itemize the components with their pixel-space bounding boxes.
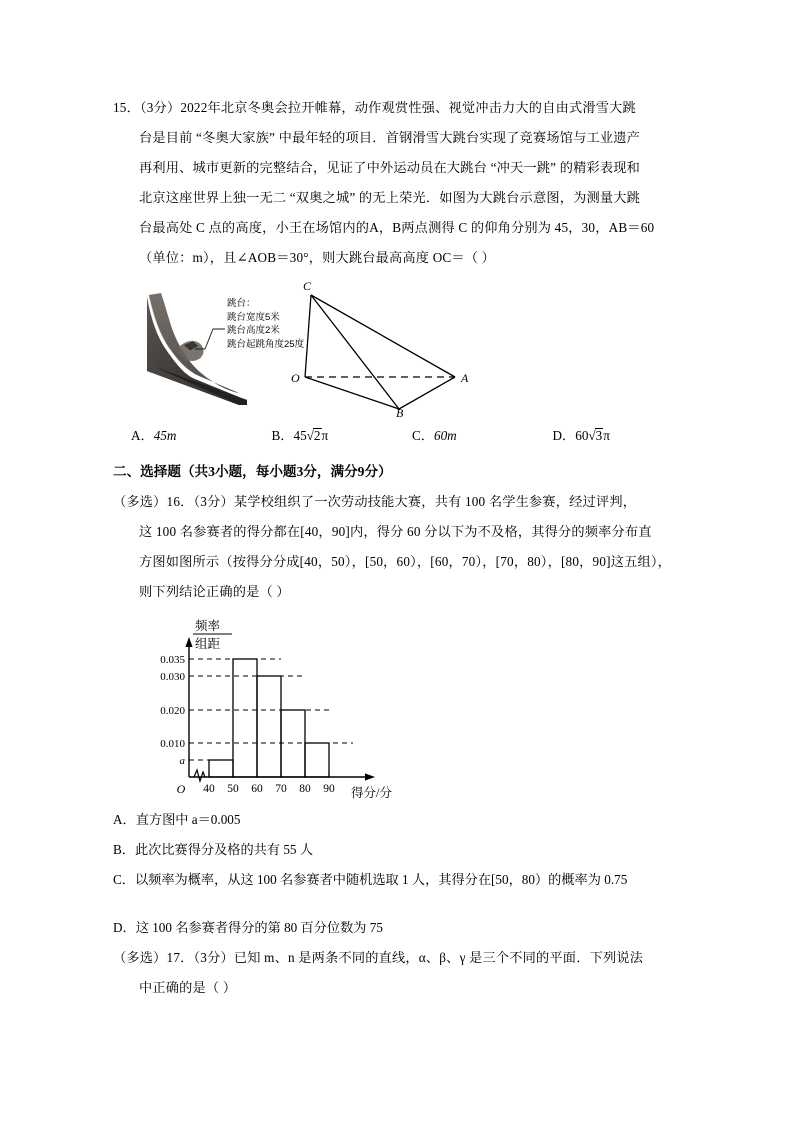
vertex-label-C: C: [303, 279, 312, 293]
xtick-label-2: 60: [251, 783, 263, 795]
y-axis-title-denominator: 组距: [195, 637, 221, 651]
q15-option-d-suffix: π: [603, 428, 610, 443]
q15-option-a-label: A．: [131, 428, 154, 443]
origin-label: O: [176, 782, 186, 796]
bar-50-60: [233, 659, 257, 777]
y-axis-arrow: [185, 637, 192, 647]
xtick-label-5: 90: [323, 783, 335, 795]
bar-70-80: [281, 710, 305, 777]
xtick-label-1: 50: [227, 783, 239, 795]
q16-option-a[interactable]: A．直方图中 a＝0.005: [113, 812, 241, 827]
q16-line-3: 方图如图所示（按得分分成[40，50），[50，60），[60，70），[70，80），[80，90]这五组），: [139, 554, 672, 569]
q16-line-4: 则下列结论正确的是（ ）: [139, 584, 290, 599]
option-spacer: [113, 895, 693, 913]
question-16: [113, 487, 693, 943]
sqrt-icon: √: [306, 428, 314, 443]
q15-option-b-label: B．: [271, 428, 294, 443]
xtick-label-4: 80: [299, 783, 311, 795]
tetrahedron-diagram: [283, 279, 553, 417]
y-axis-title-numerator: 频率: [195, 619, 221, 633]
q17-line-2: 中正确的是（ ）: [139, 980, 237, 995]
q16-line-2: 这 100 名参赛者的得分都在[40，90]内，得分 60 分以下为不及格，其得分的频率分布直: [139, 524, 652, 539]
frequency-histogram: [155, 615, 425, 805]
section-heading-2: 二、选择题（共3小题，每小题3分，满分9分）: [113, 464, 392, 479]
ramp-caption-line-3: 跳台高度2米: [227, 325, 280, 336]
q15-option-a-unit: m: [166, 428, 177, 443]
q15-line-3: 再利用、城市更新的完整结合，见证了中外运动员在大跳台 “冲天一跳” 的精彩表现和: [139, 160, 641, 175]
ytick-label-2: 0.020: [160, 705, 185, 717]
q15-option-c[interactable]: [412, 423, 553, 449]
vertex-label-O: O: [291, 371, 300, 385]
q15-option-c-value: 60: [433, 428, 448, 443]
q15-line-6: （单位：m），且∠AOB＝30°，则大跳台最高高度 OC＝（ ）: [139, 250, 496, 265]
vertex-label-B: B: [396, 406, 404, 417]
q15-option-b-value: 45: [293, 428, 307, 443]
q17-line-1: （多选）17．（3分）已知 m、n 是两条不同的直线，α、β、γ 是三个不同的平面．下列说法: [113, 950, 644, 965]
x-axis-title: 得分/分: [351, 786, 392, 800]
bar-60-70: [257, 676, 281, 777]
ytick-label-4: a: [179, 755, 185, 767]
q15-line-1: 15．（3分）2022年北京冬奥会拉开帷幕，动作观赏性强、视觉冲击力大的自由式滑雪大跳: [113, 100, 636, 115]
ytick-label-3: 0.010: [160, 738, 185, 750]
q16-option-d[interactable]: D．这 100 名参赛者得分的第 80 百分位数为 75: [113, 920, 383, 935]
histogram-svg: [155, 615, 425, 805]
q15-line-4: 北京这座世界上独一无二 “双奥之城” 的无上荣光．如图为大跳台示意图，为测量大跳: [139, 190, 641, 205]
ytick-label-1: 0.030: [160, 671, 185, 683]
ramp-caption-line-4: 跳台起跳角度25度: [227, 338, 305, 350]
xtick-label-0: 40: [203, 783, 215, 795]
page-content: [113, 93, 693, 1003]
vertex-label-A: A: [461, 371, 469, 385]
q15-option-d[interactable]: [553, 423, 694, 449]
ramp-caption-line-1: 跳台：: [227, 298, 256, 309]
q15-option-a-value: 45: [153, 428, 167, 443]
question-17: [113, 943, 693, 1003]
question-15: [113, 93, 693, 449]
xtick-label-3: 70: [275, 783, 287, 795]
ytick-label-0: 0.035: [160, 654, 185, 666]
ski-jump-illustration: [143, 279, 305, 411]
q15-option-d-label: D．: [552, 428, 576, 443]
q15-line-2: 台是目前 “冬奥大家族” 中最年轻的项目．首钢滑雪大跳台实现了竞赛场馆与工业遗产: [139, 130, 641, 145]
bar-80-90: [305, 743, 329, 777]
q15-figure: [143, 279, 563, 419]
bar-40-50: [209, 760, 233, 777]
sqrt-icon: √: [588, 428, 596, 443]
q15-option-c-label: C．: [412, 428, 434, 443]
q15-option-c-unit: m: [447, 428, 457, 443]
q16-option-c[interactable]: C．以频率为概率，从这 100 名参赛者中随机选取 1 人，其得分在[50，80）的概率为 0.75: [113, 872, 628, 887]
q16-line-1: （多选）16．（3分）某学校组织了一次劳动技能大赛，共有 100 名学生参赛，经过评判，: [113, 494, 637, 509]
q15-line-5: 台最高处 C 点的高度，小王在场馆内的A，B两点测得 C 的仰角分别为 45，30，AB＝60: [139, 220, 655, 235]
axis-break-icon: [194, 770, 205, 781]
x-axis-arrow: [365, 773, 375, 780]
q15-options: [113, 423, 693, 449]
q15-option-d-radicand: 3: [595, 428, 603, 443]
q15-option-a[interactable]: [131, 423, 272, 449]
q16-option-b[interactable]: B．此次比赛得分及格的共有 55 人: [113, 842, 314, 857]
q15-option-b[interactable]: [272, 423, 413, 449]
q15-option-b-radicand: 2: [313, 428, 321, 443]
q15-option-b-suffix: π: [321, 428, 329, 443]
q15-option-d-value: 60: [575, 428, 589, 443]
ramp-caption-line-2: 跳台宽度5米: [227, 311, 280, 323]
